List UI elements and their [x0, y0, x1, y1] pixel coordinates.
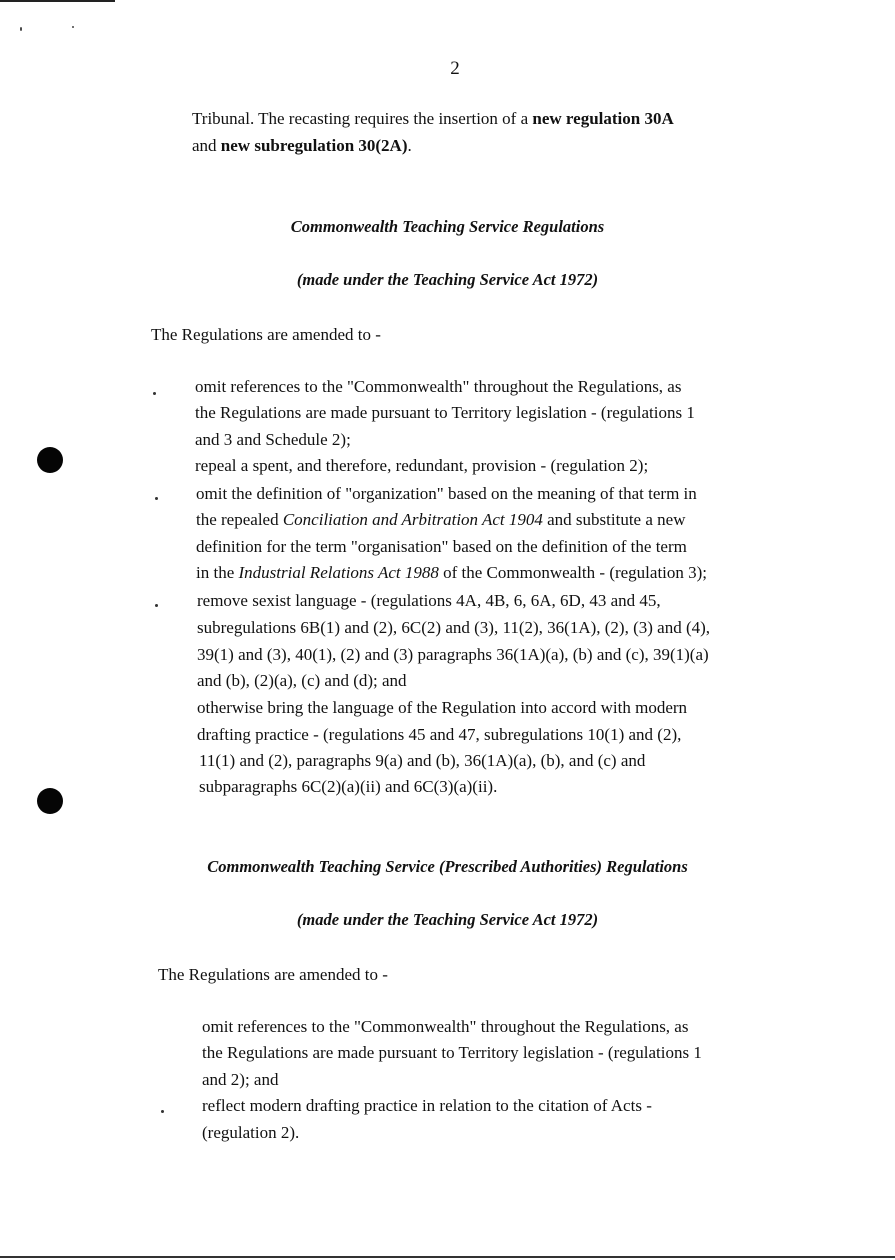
section1-item1-line: the Regulations are made pursuant to Territory legislation - (regulations 1 [195, 403, 695, 422]
section2-item2-line: reflect modern drafting practice in relation to the citation of Acts - [202, 1096, 652, 1115]
bullet-dot [155, 604, 158, 607]
section2-item1-line: the Regulations are made pursuant to Territory legislation - (regulations 1 [202, 1043, 702, 1062]
scan-edge-line [0, 0, 115, 2]
section1-subtitle: (made under the Teaching Service Act 1972) [296, 270, 599, 289]
section2-item2-line: (regulation 2). [202, 1123, 300, 1142]
section1-item1-line: and 3 and Schedule 2); [195, 430, 351, 449]
text-run: in the [196, 563, 239, 582]
section1-item5-line: otherwise bring the language of the Regulation into accord with modern [197, 698, 688, 717]
section1-item5-line: 11(1) and (2), paragraphs 9(a) and (b), 36(1A)(a), (b), and (c) and [199, 751, 646, 770]
bullet-dot [161, 1110, 164, 1113]
section1-item4-line: and (b), (2)(a), (c) and (d); and [197, 671, 407, 690]
section2-title: Commonwealth Teaching Service (Prescribed Authorities) Regulations [207, 857, 688, 876]
section1-item5-line: drafting practice - (regulations 45 and 47, subregulations 10(1) and (2), [197, 725, 682, 744]
scan-bottom-line [0, 1256, 895, 1258]
section1-lead: The Regulations are amended to - [151, 325, 381, 344]
bullet-dot [153, 392, 156, 395]
bullet-dot [155, 497, 158, 500]
section1-item3-line [196, 510, 685, 530]
intro-text: . [407, 136, 412, 155]
section1-item3-line [196, 563, 707, 583]
section2-item1-line: omit references to the "Commonwealth" throughout the Regulations, as [202, 1017, 689, 1036]
section1-item1-line: omit references to the "Commonwealth" throughout the Regulations, as [195, 377, 682, 396]
intro-bold-regulation: new regulation 30A [532, 109, 674, 128]
punch-hole-top [37, 447, 63, 473]
section1-title: Commonwealth Teaching Service Regulations [290, 217, 605, 236]
text-run: of the Commonwealth - (regulation 3); [438, 563, 708, 582]
page-number: 2 [450, 58, 460, 79]
scan-speck [72, 26, 74, 28]
section1-item5-line: subparagraphs 6C(2)(a)(ii) and 6C(3)(a)(ii). [199, 777, 498, 796]
section2-lead: The Regulations are amended to - [158, 965, 388, 984]
section2-item1-line: and 2); and [202, 1070, 279, 1089]
section1-item4-line: 39(1) and (3), 40(1), (2) and (3) paragraphs 36(1A)(a), (b) and (c), 39(1)(a) [197, 645, 709, 664]
text-run: the repealed [196, 510, 283, 529]
section1-item3-line: definition for the term "organisation" based on the definition of the term [196, 537, 687, 556]
intro-text: Tribunal. The recasting requires the insertion of a [192, 109, 533, 128]
scan-speck [20, 27, 22, 31]
section1-item4-line: remove sexist language - (regulations 4A, 4B, 6, 6A, 6D, 43 and 45, [197, 591, 661, 610]
section2-subtitle: (made under the Teaching Service Act 1972) [296, 910, 599, 929]
text-run: and substitute a new [542, 510, 686, 529]
section1-item3-line: omit the definition of "organization" based on the meaning of that term in [196, 484, 697, 503]
section1-item4-line: subregulations 6B(1) and (2), 6C(2) and (3), 11(2), 36(1A), (2), (3) and (4), [197, 618, 711, 637]
intro-text: and [192, 136, 221, 155]
act-citation: Conciliation and Arbitration Act 1904 [282, 510, 543, 529]
intro-paragraph [192, 105, 674, 159]
section1-item2-line: repeal a spent, and therefore, redundant, provision - (regulation 2); [195, 456, 649, 475]
punch-hole-bottom [37, 788, 63, 814]
act-citation: Industrial Relations Act 1988 [238, 563, 439, 582]
intro-bold-subregulation: new subregulation 30(2A) [220, 136, 408, 155]
